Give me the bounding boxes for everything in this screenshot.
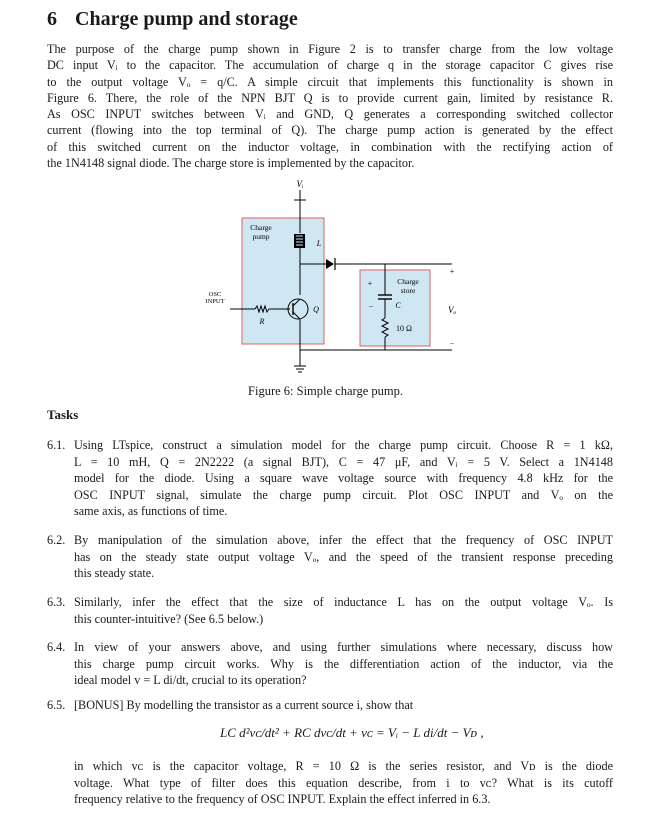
task-line: By manipulation of the simulation above, infer the effect that the frequency of OSC INPUT xyxy=(74,533,613,547)
task-number: 6.4. xyxy=(47,640,66,654)
task-number: 6.1. xyxy=(47,438,66,452)
cap-plus: + xyxy=(367,279,373,288)
task-line: has on the steady state output voltage Vₒ, and the speed of the transient response preceding xyxy=(74,549,613,564)
section-heading xyxy=(47,8,298,31)
section-number: 6 xyxy=(47,8,57,30)
intro-line: As OSC INPUT switches between Vᵢ and GND, Q generates a corresponding switched collector xyxy=(47,107,613,122)
task-body xyxy=(74,532,613,582)
figure-caption: Figure 6: Simple charge pump. xyxy=(248,384,403,398)
task-body xyxy=(74,437,613,520)
charge-store-label-2: store xyxy=(400,286,416,295)
task-item xyxy=(47,594,613,629)
intro-line: DC input Vᵢ to the capacitor. The accumulation of charge q in the storage capacitor C gives rise xyxy=(47,58,613,73)
cap-minus: − xyxy=(368,302,374,311)
cap-resistor-label: 10 Ω xyxy=(396,324,412,333)
task-line: this charge pump circuit works. Why is the differentiation action of the inductor, via the xyxy=(74,656,613,671)
task-line: In view of your answers above, and using further simulations where necessary, discuss how xyxy=(74,640,613,654)
vi-label: Vᵢ xyxy=(296,179,304,189)
inductor-symbol xyxy=(294,234,305,248)
osc-label-1: OSC xyxy=(208,291,222,298)
intro-line: current (flowing into the top terminal of Q). The charge pump action is generated by the effect xyxy=(47,123,613,138)
task-line: ideal model v = L di/dt, crucial to its operation? xyxy=(74,673,307,687)
tasks-heading: Tasks xyxy=(47,407,79,422)
charge-store-label-1: Charge xyxy=(397,277,419,286)
osc-label-2: INPUT xyxy=(205,298,225,305)
task-line: Using LTspice, construct a simulation model for the charge pump circuit. Choose R = 1 kΩ, xyxy=(74,438,613,452)
task-body xyxy=(74,697,613,714)
task-line: this steady state. xyxy=(74,566,155,580)
resistor-label: R xyxy=(259,317,265,326)
intro-line: the 1N4148 signal diode. The charge store is implemented by the capacitor. xyxy=(47,156,415,171)
intro-line: The purpose of the charge pump shown in Figure 2 is to transfer charge from the low voltage xyxy=(47,42,613,56)
task-body xyxy=(74,639,613,689)
task-line: L = 10 mH, Q = 2N2222 (a signal BJT), C = 47 μF, and Vᵢ = 5 V. Select a 1N4148 xyxy=(74,454,613,469)
task-number: 6.3. xyxy=(47,595,66,609)
inductor-label: L xyxy=(316,239,322,248)
output-voltage-label: Vₒ xyxy=(447,305,457,315)
task-item xyxy=(47,437,613,522)
intro-paragraph xyxy=(47,41,613,171)
task-number: 6.5. xyxy=(47,698,66,712)
capacitor-label: C xyxy=(395,301,401,310)
task-body xyxy=(74,758,613,808)
task-item xyxy=(47,639,613,691)
section-title: Charge pump and storage xyxy=(75,8,298,30)
task-line: voltage. What type of filter does this equation describe, from i to vᴄ? What is its cutoff xyxy=(74,775,613,790)
task-continuation xyxy=(47,758,613,810)
task-item xyxy=(47,532,613,584)
equation: LC d²vᴄ/dt² + RC dvᴄ/dt + vᴄ = Vᵢ − L di/dt − Vᴅ , xyxy=(220,725,484,740)
task-line: model for the diode. Using a square wave voltage source with frequency 4.8 kHz for the xyxy=(74,471,613,485)
diode-symbol xyxy=(326,259,334,269)
task-line: in which vᴄ is the capacitor voltage, R = 10 Ω is the series resistor, and Vᴅ is the diode xyxy=(74,759,613,773)
circuit-diagram xyxy=(190,178,470,378)
intro-line: to the output voltage Vₒ = q/C. A simple circuit that implements this functionality is shown in xyxy=(47,74,613,89)
charge-pump-label-1: Charge xyxy=(250,223,272,232)
task-body xyxy=(74,594,613,627)
task-item xyxy=(47,697,613,715)
task-number: 6.2. xyxy=(47,533,66,547)
charge-pump-label-2: pump xyxy=(252,232,270,241)
transistor-label: Q xyxy=(313,305,319,314)
output-plus: + xyxy=(449,267,455,276)
task-line: [BONUS] By modelling the transistor as a current source i, show that xyxy=(74,698,414,712)
intro-line: of this switched current on the inductor voltage, in combination with the rectifying action of xyxy=(47,139,613,154)
output-minus: − xyxy=(449,339,455,348)
task-line: frequency relative to the frequency of OSC INPUT. Explain the effect inferred in 6.3. xyxy=(74,792,491,806)
task-line: Similarly, infer the effect that the size of inductance L has on the output voltage Vₒ. Is xyxy=(74,595,613,609)
task-line: this counter-intuitive? (See 6.5 below.) xyxy=(74,611,264,626)
intro-line: Figure 6. There, the role of the NPN BJT Q is to provide current gain, limited by resistance R. xyxy=(47,90,613,105)
task-line: OSC INPUT signal, simulate the charge pump circuit. Plot OSC INPUT and Vₒ on the xyxy=(74,487,613,502)
task-line: same axis, as functions of time. xyxy=(74,504,228,518)
